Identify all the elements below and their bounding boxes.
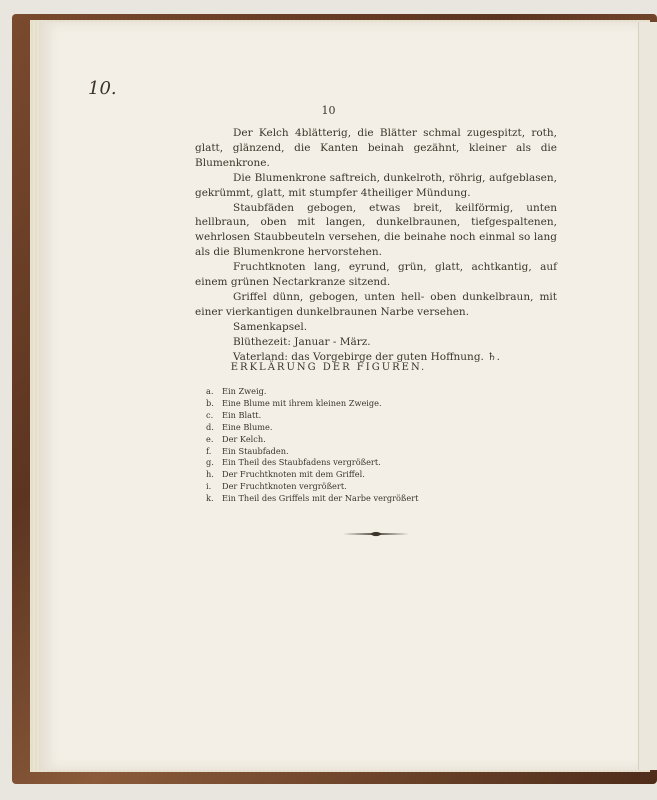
paragraph-staubfaeden: Staubfäden gebogen, etwas breit, keilförmig, unten hellbraun, oben mit langen, dunkelbraunen, tiefgespaltenen, wehrlosen Staubbeuteln versehen, die beinahe noch einmal so lang als die Blumenkrone hervorstehen. <box>195 201 557 259</box>
list-item <box>206 446 526 458</box>
list-item <box>206 457 526 469</box>
figure-letter: b. <box>206 397 214 408</box>
ornament-rule <box>343 530 409 538</box>
paragraph-vaterland: Vaterland: das Vorgebirge der guten Hoffnung. ♄. <box>233 350 500 363</box>
paragraph-samenkapsel: Samenkapsel. <box>233 320 308 333</box>
figure-letter: a. <box>206 386 214 396</box>
figure-letter: k. <box>206 493 214 504</box>
figure-text: Eine Blume. <box>222 421 273 432</box>
figures-heading: ERKLÄRUNG DER FIGUREN. <box>230 362 427 373</box>
figure-letter: i. <box>206 481 212 492</box>
figure-text: Ein Staubfaden. <box>222 445 289 456</box>
figure-text: Ein Zweig. <box>222 386 267 396</box>
paragraph-bluethezeit: Blüthezeit: Januar - März. <box>233 335 371 348</box>
figure-text: Ein Theil des Griffels mit der Narbe vergrößert <box>222 493 419 504</box>
figure-letter: g. <box>206 457 214 468</box>
figure-text: Der Fruchtknoten mit dem Griffel. <box>222 469 365 480</box>
list-item <box>206 398 526 410</box>
paragraph-blumenkrone: Die Blumenkrone saftreich, dunkelroth, röhrig, aufgeblasen, gekrümmt, glatt, mit stumpfer 4theiliger Mündung. <box>195 171 557 199</box>
list-item <box>206 434 526 446</box>
figure-letter: c. <box>206 409 214 420</box>
figure-list <box>206 386 526 505</box>
list-item <box>206 422 526 434</box>
list-item <box>206 469 526 481</box>
paragraph-fruchtknoten: Fruchtknoten lang, eyrund, grün, glatt, achtkantig, auf einem grünen Nectarkranze sitzend. <box>195 261 557 289</box>
figure-letter: h. <box>206 469 214 480</box>
list-item <box>206 410 526 422</box>
figure-letter: e. <box>206 433 214 444</box>
figure-text: Ein Theil des Staubfadens vergrößert. <box>222 457 381 468</box>
figure-text: Ein Blatt. <box>222 409 262 420</box>
description-text <box>195 126 557 365</box>
list-item <box>206 481 526 493</box>
list-item <box>206 386 526 398</box>
list-item <box>206 493 526 505</box>
figure-text: Der Kelch. <box>222 433 266 444</box>
paragraph-griffel: Griffel dünn, gebogen, unten hell- oben dunkelbraun, mit einer vierkantigen dunkelbraunen Narbe versehen. <box>195 290 557 318</box>
figure-letter: d. <box>206 421 214 432</box>
paragraph-kelch: Der Kelch 4blätterig, die Blätter schmal zugespitzt, roth, glatt, glänzend, die Kanten beinah gezähnt, kleiner als die Blumenkrone. <box>195 127 557 169</box>
figure-letter: f. <box>206 445 212 456</box>
handwritten-page-number: 10. <box>88 78 117 99</box>
page-number: 10 <box>321 104 336 117</box>
figure-text: Eine Blume mit ihrem kleinen Zweige. <box>222 397 382 408</box>
figure-text: Der Fruchtknoten vergrößert. <box>222 481 347 492</box>
facing-page-edge <box>638 22 657 770</box>
